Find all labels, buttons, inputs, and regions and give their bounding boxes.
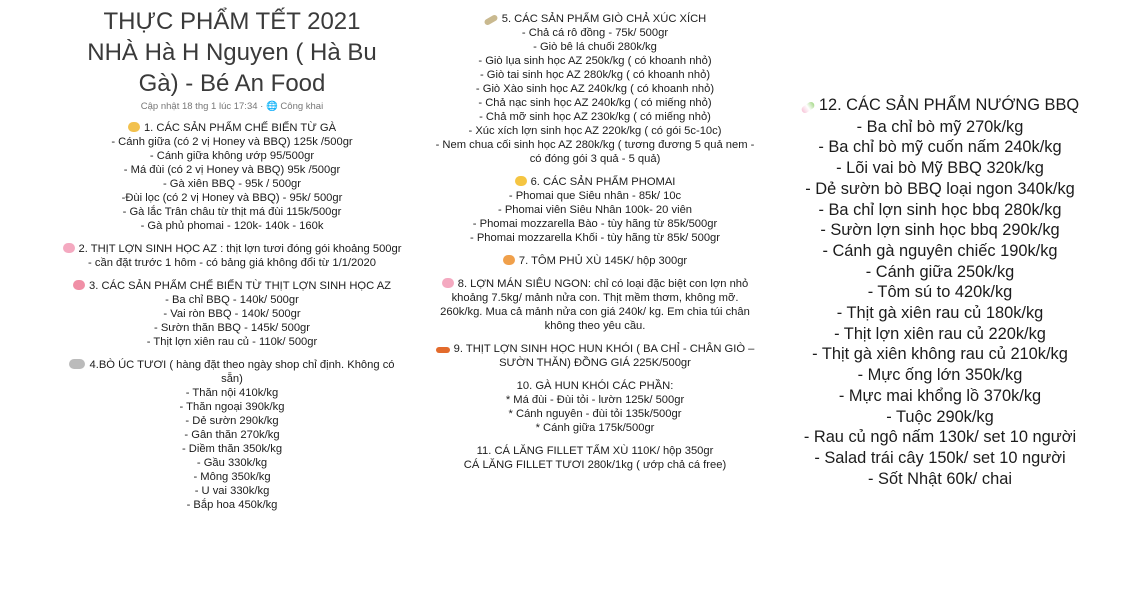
section-title: 12. CÁC SẢN PHẨM NƯỚNG BBQ	[818, 96, 1080, 114]
list-item: - Gà phủ phomai - 120k- 140k - 160k	[140, 220, 324, 232]
section-title: 11. CÁ LĂNG FILLET TẨM XÙ 110K/ hộp 350gr	[476, 445, 714, 457]
section-3	[62, 279, 402, 349]
list-item: - Diềm thăn 350k/kg	[181, 443, 283, 455]
section-5	[430, 12, 760, 166]
list-item: - Gà lắc Trân châu từ thịt má đùi 115k/500gr	[122, 206, 342, 218]
list-item: * Cánh giữa 175k/500gr	[535, 422, 655, 434]
list-item: - Thăn nội 410k/kg	[185, 387, 279, 399]
list-item: - Giò lụa sinh học AZ 250k/kg ( có khoanh nhỏ)	[478, 55, 712, 67]
list-item: - Ba chỉ bò mỹ cuốn nấm 240k/kg	[818, 138, 1062, 157]
list-item: - Giò tai sinh học AZ 280k/kg ( có khoanh nhỏ)	[479, 69, 711, 81]
list-item: - Gà xiên BBQ - 95k / 500gr	[162, 178, 302, 190]
post-column-2	[430, 0, 760, 472]
list-item: - Mực mai khổng lồ 370k/kg	[838, 386, 1042, 405]
section-title: 4.BÒ ÚC TƯƠI ( hàng đặt theo ngày shop chỉ định. Không có sẵn)	[89, 359, 395, 385]
list-item: - Gầu 330k/kg	[196, 457, 268, 469]
title-line: Gà) - Bé An Food	[138, 70, 326, 97]
list-item: * Má đùi - Đùi tỏi - lườn 125k/ 500gr	[505, 394, 685, 406]
list-item: - Bắp hoa 450k/kg	[186, 499, 278, 511]
list-item: - Sườn lợn sinh học bbq 290k/kg	[820, 221, 1060, 240]
section-title: 2. THỊT LỢN SINH HỌC AZ : thịt lợn tươi đóng gói khoảng 500gr - cần đặt trước 1 hôm - có bảng giá không đổi từ 1/1/2020	[78, 243, 402, 269]
cheese-emoji-icon	[515, 176, 527, 186]
hotdog-emoji-icon	[436, 347, 450, 353]
list-item: - Thịt lợn xiên rau củ 220k/kg	[834, 324, 1046, 343]
list-item: - Chả nạc sinh học AZ 240k/kg ( có miếng nhỏ)	[478, 97, 712, 109]
list-item: - Chả mỡ sinh học AZ 230k/kg ( có miếng nhỏ)	[479, 111, 711, 123]
list-item: - Dẻ sườn bò BBQ loại ngon 340k/kg	[805, 179, 1075, 198]
cow-emoji-icon	[69, 359, 85, 369]
section-9	[430, 342, 760, 370]
list-item: - Cánh giữa (có 2 vị Honey và BBQ) 125k /500gr	[111, 136, 353, 148]
shrimp-emoji-icon	[503, 255, 515, 265]
chick-emoji-icon	[128, 122, 140, 132]
list-item: - Thịt gà xiên rau củ 180k/kg	[836, 304, 1044, 323]
title-line: NHÀ Hà H Nguyen ( Hà Bu	[87, 39, 377, 66]
list-item: - Tôm sú to 420k/kg	[867, 283, 1013, 302]
list-item: * Cánh nguyên - đùi tỏi 135k/500gr	[508, 408, 682, 420]
section-title: 6. CÁC SẢN PHẨM PHOMAI	[530, 176, 676, 188]
section-7	[430, 254, 760, 268]
section-4	[62, 358, 402, 512]
post-column-3	[770, 95, 1110, 489]
list-item: - Rau củ ngô nấm 130k/ set 10 người	[803, 428, 1077, 447]
list-item: - Vai ròn BBQ - 140k/ 500gr	[163, 308, 301, 320]
section-title: 5. CÁC SẢN PHẨM GIÒ CHẢ XÚC XÍCH	[501, 13, 707, 25]
sausage-emoji-icon	[483, 14, 498, 26]
list-item: - Chả cá rô đồng - 75k/ 500gr	[521, 27, 669, 39]
list-item: - U vai 330k/kg	[194, 485, 270, 497]
section-10	[430, 379, 760, 435]
list-item: - Xúc xích lợn sinh học AZ 220k/kg ( có gói 5c-10c)	[468, 125, 722, 137]
section-title: 8. LỢN MÁN SIÊU NGON: chỉ có loại đặc biệt con lợn nhỏ khoảng 7.5kg/ mảnh nửa con. Thịt mềm thơm, không mỡ. 260k/kg. Mua cả mảnh nửa con giá 240k/ kg. Em chia túi chân không theo yêu cầu.	[440, 278, 750, 332]
list-item: - Sườn thăn BBQ - 145k/ 500gr	[154, 322, 310, 334]
pig-emoji-icon	[442, 278, 454, 288]
list-item: - Nem chua cối sinh học AZ 280k/kg ( tương đương 5 quả nem - có đóng gói 3 quả - 5 quả)	[435, 139, 755, 165]
list-item: - Mực ống lớn 350k/kg	[857, 366, 1023, 385]
section-1	[62, 121, 402, 233]
list-item: - Cánh giữa không ướp 95/500gr	[149, 150, 315, 162]
post-column-1	[62, 0, 402, 512]
section-8	[430, 277, 760, 333]
section-11	[430, 444, 760, 472]
list-item: - Giò bê lá chuối 280k/kg	[533, 41, 657, 53]
section-title: 7. TÔM PHỦ XÙ 145K/ hộp 300gr	[518, 255, 688, 267]
list-item: - Cánh gà nguyên chiếc 190k/kg	[822, 241, 1058, 260]
list-item: - Ba chỉ lợn sinh học bbq 280k/kg	[818, 200, 1062, 219]
list-item: - Phomai que Siêu nhân - 85k/ 10c	[508, 190, 682, 202]
list-item: - Thịt gà xiên không rau củ 210k/kg	[812, 345, 1068, 364]
section-title: 3. CÁC SẢN PHẨM CHẾ BIẾN TỪ THỊT LỢN SINH HỌC AZ	[89, 280, 391, 292]
post-meta: Cập nhật 18 thg 1 lúc 17:34 · 🌐 Công khai	[140, 101, 324, 112]
list-item: - Thăn ngoại 390k/kg	[179, 401, 285, 413]
list-item: - Phomai viên Siêu Nhân 100k- 20 viên	[497, 204, 693, 216]
list-item: - Salad trái cây 150k/ set 10 người	[814, 448, 1066, 467]
list-item: - Cánh giữa 250k/kg	[865, 262, 1015, 281]
post-title	[62, 6, 402, 99]
dango-emoji-icon	[800, 101, 815, 115]
list-item: -Đùi lọc (có 2 vị Honey và BBQ) - 95k/ 500gr	[121, 192, 343, 204]
list-item: - Má đùi (có 2 vị Honey và BBQ) 95k /500gr	[123, 164, 341, 176]
list-item: CÁ LĂNG FILLET TƯƠI 280k/1kg ( ướp chả cá free)	[463, 459, 727, 471]
section-2	[62, 242, 402, 270]
list-item: - Dẻ sườn 290k/kg	[185, 415, 279, 427]
section-title: 1. CÁC SẢN PHẨM CHẾ BIẾN TỪ GÀ	[143, 122, 337, 134]
section-title: 9. THỊT LỢN SINH HỌC HUN KHÓI ( BA CHỈ - CHÂN GIÒ – SƯỜN THĂN) ĐỒNG GIÁ 225K/500gr	[453, 343, 755, 369]
list-item: - Lõi vai bò Mỹ BBQ 320k/kg	[836, 159, 1044, 178]
pig-emoji-icon	[63, 243, 75, 253]
list-item: - Tuộc 290k/kg	[886, 407, 994, 426]
list-item: - Gân thăn 270k/kg	[184, 429, 280, 441]
list-item: - Giò Xào sinh học AZ 240k/kg ( có khoanh nhỏ)	[475, 83, 715, 95]
list-item: - Phomai mozzarella Bào - tùy hãng từ 85k/500gr	[472, 218, 718, 230]
pig-emoji-icon	[73, 280, 85, 290]
list-item: - Phomai mozzarella Khối - tùy hãng từ 85k/ 500gr	[469, 232, 720, 244]
section-title: 10. GÀ HUN KHÓI CÁC PHẦN:	[516, 380, 674, 392]
list-item: - Ba chỉ BBQ - 140k/ 500gr	[165, 294, 299, 306]
list-item: - Sốt Nhật 60k/ chai	[868, 469, 1012, 488]
list-item: - Mông 350k/kg	[193, 471, 271, 483]
list-item: - Thịt lợn xiên rau củ - 110k/ 500gr	[146, 336, 318, 348]
title-line: THỰC PHẨM TẾT 2021	[103, 8, 361, 35]
section-6	[430, 175, 760, 245]
list-item: - Ba chỉ bò mỹ 270k/kg	[856, 117, 1024, 136]
